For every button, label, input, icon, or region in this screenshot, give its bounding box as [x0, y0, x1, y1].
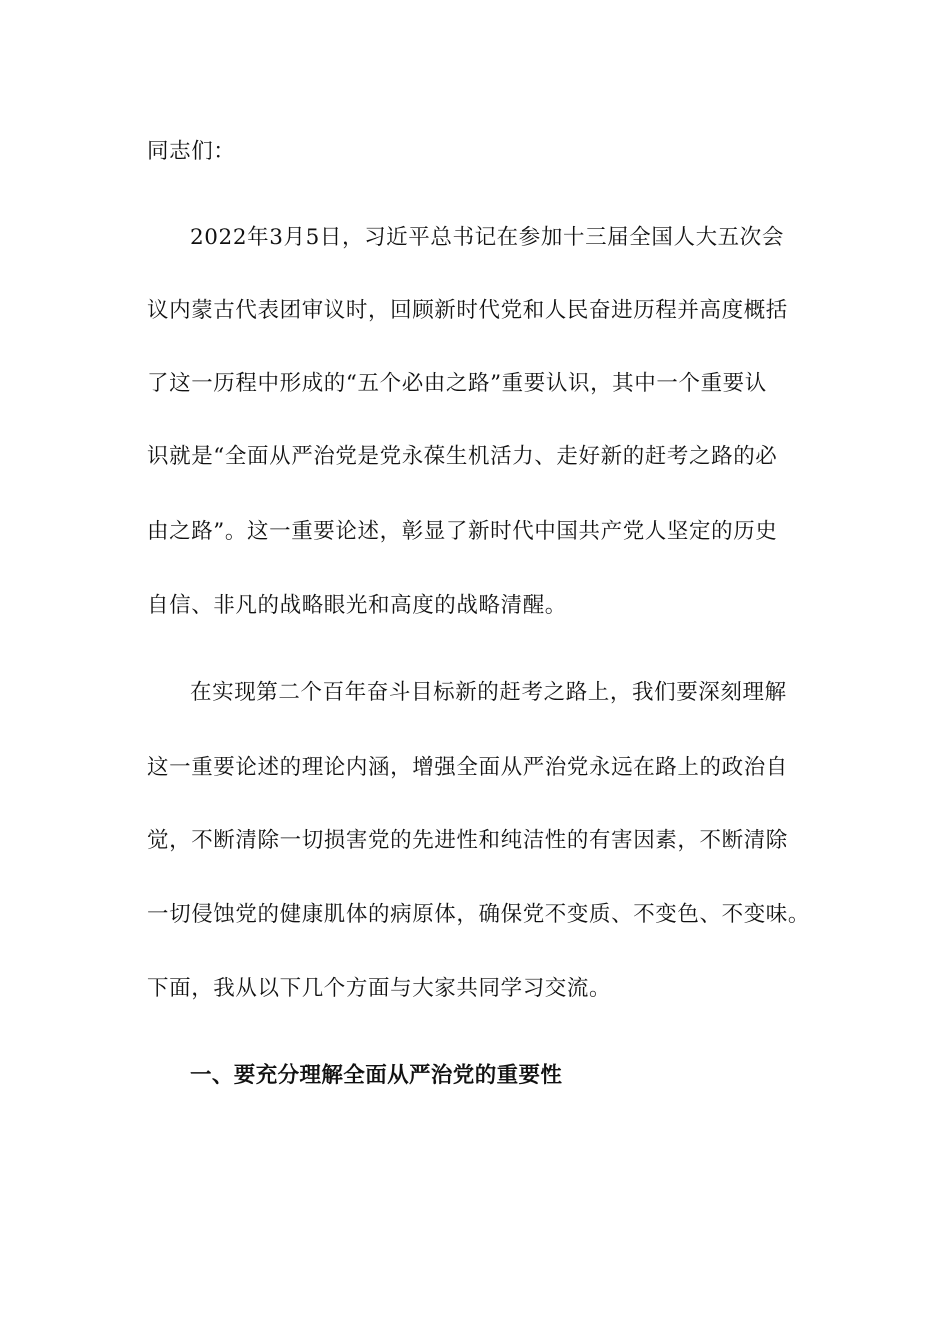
paragraph-line: 议内蒙古代表团审议时，回顾新时代党和人民奋进历程并高度概括	[147, 298, 788, 323]
section-heading: 一、要充分理解全面从严治党的重要性	[190, 1063, 563, 1088]
paragraph-line: 觉，不断清除一切损害党的先进性和纯洁性的有害因素，不断清除	[147, 828, 788, 853]
paragraph-line: 下面，我从以下几个方面与大家共同学习交流。	[147, 976, 612, 1001]
salutation: 同志们：	[147, 139, 236, 164]
paragraph-line: 2022年3月5日，习近平总书记在参加十三届全国人大五次会	[190, 225, 784, 250]
paragraph-line: 在实现第二个百年奋斗目标新的赶考之路上，我们要深刻理解	[190, 680, 787, 705]
paragraph-line: 自信、非凡的战略眼光和高度的战略清醒。	[147, 593, 567, 618]
paragraph-line: 识就是“全面从严治党是党永葆生机活力、走好新的赶考之路的必	[147, 444, 778, 469]
paragraph-line: 一切侵蚀党的健康肌体的病原体，确保党不变质、不变色、不变味。	[147, 902, 811, 927]
paragraph-line: 了这一历程中形成的“五个必由之路”重要认识，其中一个重要认	[147, 371, 767, 396]
paragraph-line: 由之路”。这一重要论述，彰显了新时代中国共产党人坚定的历史	[147, 519, 778, 544]
paragraph-line: 这一重要论述的理论内涵，增强全面从严治党永远在路上的政治自	[147, 755, 788, 780]
